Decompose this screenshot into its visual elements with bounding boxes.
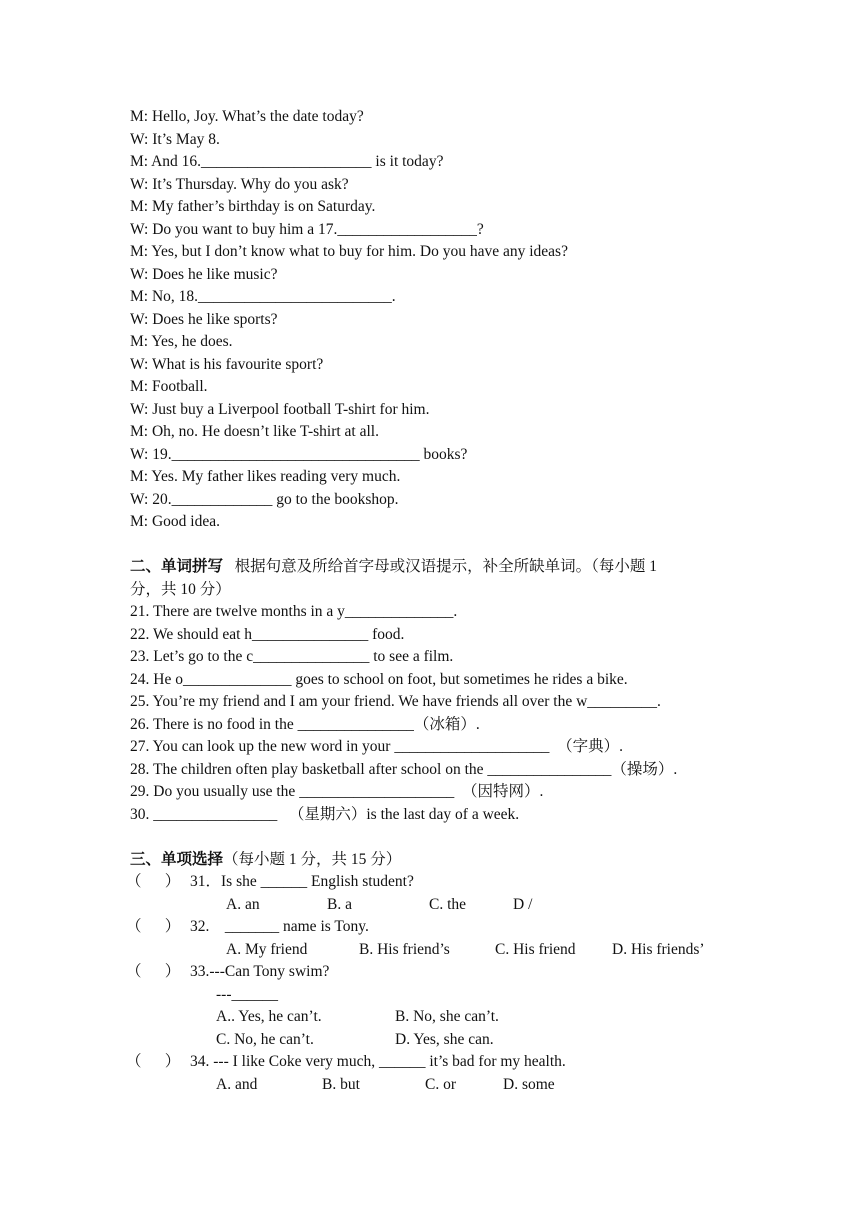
question-33-options-cd xyxy=(130,1029,770,1052)
dialogue-line: M: Yes. My father likes reading very much. xyxy=(130,468,401,485)
multiple-choice-section xyxy=(126,849,770,1097)
dialogue-line: W: 19.________________________________ books? xyxy=(130,445,468,463)
question-stem: 32. _______ name is Tony. xyxy=(190,918,369,935)
dialogue-line: M: Hello, Joy. What’s the date today? xyxy=(130,108,364,125)
dialogue-line: W: Do you want to buy him a 17.__________________? xyxy=(130,220,484,238)
question-stem: 33.---Can Tony swim? xyxy=(190,963,330,980)
spelling-item: 22. We should eat h_______________ food. xyxy=(130,625,405,643)
answer-paren[interactable]: （ ） xyxy=(126,873,181,890)
question-33-options-ab xyxy=(130,1006,770,1029)
dialogue-line: W: Just buy a Liverpool football T-shirt for him. xyxy=(130,400,430,418)
dialogue-line: M: Yes, but I don’t know what to buy for him. Do you have any ideas? xyxy=(130,243,568,260)
section-heading xyxy=(130,556,770,579)
section-title: 三、单项选择 xyxy=(130,850,224,868)
spelling-item: 30. ________________ （星期六）is the last day of a week. xyxy=(130,805,520,823)
spacer xyxy=(130,534,770,557)
answer-paren[interactable]: （ ） xyxy=(126,1053,181,1070)
option-d: D. some xyxy=(503,1075,555,1093)
question-33-answer xyxy=(130,984,770,1007)
option-a: A. and xyxy=(216,1075,258,1093)
spelling-item: 25. You’re my friend and I am your friend. We have friends all over the w_________. xyxy=(130,693,661,710)
option-b: B. No, she can’t. xyxy=(395,1008,499,1025)
section-title: 二、单词拼写 xyxy=(130,558,224,575)
section-heading xyxy=(130,849,770,872)
option-a: A. My friend xyxy=(226,940,308,958)
answer-line: ---______ xyxy=(216,985,278,1003)
option-b: B. a xyxy=(327,895,352,913)
question-34-options xyxy=(130,1074,770,1097)
question-32-options xyxy=(130,939,770,962)
section-instruction: 根据句意及所给首字母或汉语提示，补全所缺单词。（每小题 1 xyxy=(223,558,658,575)
option-c: C. His friend xyxy=(495,940,576,958)
spelling-item: 21. There are twelve months in a y______________. xyxy=(130,603,458,620)
section-instruction: （每小题 1 分，共 15 分） xyxy=(223,850,402,868)
question-33 xyxy=(126,961,770,984)
option-b: B. His friend’s xyxy=(359,940,450,958)
question-31-options xyxy=(130,894,770,917)
option-a: A. an xyxy=(226,895,260,913)
spelling-item: 27. You can look up the new word in your ____________________ （字典）. xyxy=(130,738,623,755)
answer-paren[interactable]: （ ） xyxy=(126,918,181,935)
dialogue-line: M: And 16.______________________ is it today? xyxy=(130,153,444,170)
dialogue-line: W: 20._____________ go to the bookshop. xyxy=(130,490,399,508)
option-d: D. His friends’ xyxy=(612,940,705,958)
spelling-section xyxy=(130,556,770,826)
section-instruction-cont: 分，共 10 分） xyxy=(130,580,231,598)
dialogue-line: W: It’s Thursday. Why do you ask? xyxy=(130,175,349,193)
dialogue-line: M: No, 18._________________________. xyxy=(130,288,396,305)
dialogue-line: W: Does he like music? xyxy=(130,265,278,283)
question-32 xyxy=(126,916,770,939)
question-34 xyxy=(126,1051,770,1074)
question-stem: 31．Is she ______ English student? xyxy=(190,873,414,890)
spelling-item: 26. There is no food in the _______________（冰箱）. xyxy=(130,715,480,733)
spelling-item: 23. Let’s go to the c_______________ to see a film. xyxy=(130,648,454,665)
spacer xyxy=(130,826,770,849)
spelling-item: 29. Do you usually use the ____________________ （因特网）. xyxy=(130,783,544,800)
question-stem: 34. --- I like Coke very much, ______ it’s bad for my health. xyxy=(190,1053,566,1070)
dialogue-line: M: Oh, no. He doesn’t like T-shirt at all. xyxy=(130,423,379,440)
dialogue-line: M: Yes, he does. xyxy=(130,333,233,350)
dialogue-line: W: What is his favourite sport? xyxy=(130,355,324,373)
answer-paren[interactable]: （ ） xyxy=(126,963,181,980)
dialogue-line: M: Good idea. xyxy=(130,513,220,530)
dialogue-section xyxy=(130,106,770,534)
dialogue-line: M: Football. xyxy=(130,378,208,395)
option-d: D. Yes, she can. xyxy=(395,1030,494,1048)
question-31 xyxy=(126,871,770,894)
option-b: B. but xyxy=(322,1075,360,1093)
option-c: C. or xyxy=(425,1075,456,1093)
spelling-item: 24. He o______________ goes to school on foot, but sometimes he rides a bike. xyxy=(130,670,628,688)
dialogue-line: W: It’s May 8. xyxy=(130,130,220,148)
option-a: A.. Yes, he can’t. xyxy=(216,1008,322,1025)
option-c: C. No, he can’t. xyxy=(216,1030,314,1048)
option-d: D / xyxy=(513,895,533,913)
option-c: C. the xyxy=(429,895,467,913)
dialogue-line: M: My father’s birthday is on Saturday. xyxy=(130,198,376,215)
dialogue-line: W: Does he like sports? xyxy=(130,310,278,328)
spelling-item: 28. The children often play basketball after school on the ________________（操场）. xyxy=(130,760,678,778)
exam-page xyxy=(126,106,770,1096)
